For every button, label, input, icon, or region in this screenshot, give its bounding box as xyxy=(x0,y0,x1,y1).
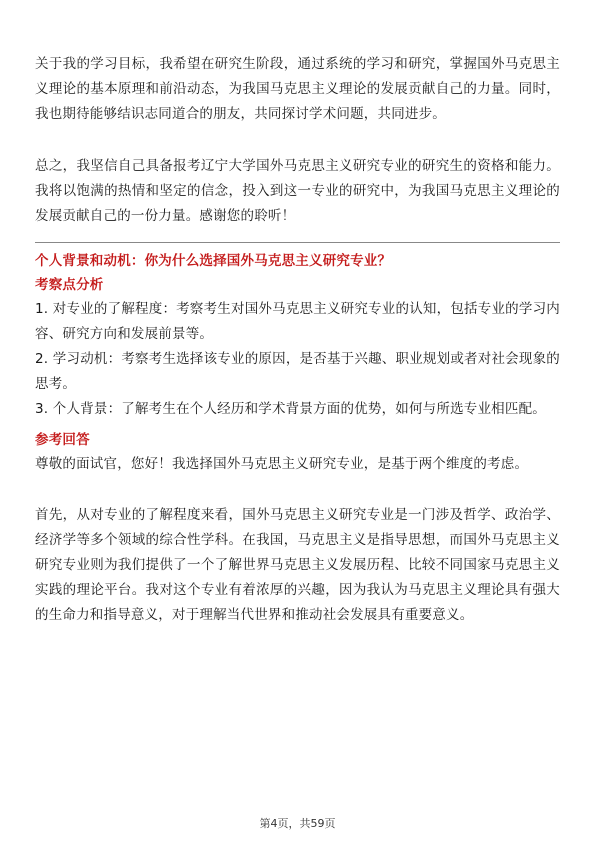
page-content xyxy=(35,52,560,628)
analysis-item-2: 2. 学习动机：考察考生选择该专业的原因，是否基于兴趣、职业规划或者对社会现象的思考。 xyxy=(35,351,560,392)
analysis-heading: 考察点分析 xyxy=(35,277,104,293)
analysis-item-3: 3. 个人背景：了解考生在个人经历和学术背景方面的优势，如何与所选专业相匹配。 xyxy=(35,401,546,417)
page-number: 第4页，共59页 xyxy=(259,817,336,830)
paragraph-conclusion: 总之，我坚信自己具备报考辽宁大学国外马克思主义研究专业的研究生的资格和能力。我将以饱满的热情和坚定的信念，投入到这一专业的研究中，为我国马克思主义理论的发展贡献自己的一份力量。感谢您的聆听！ xyxy=(35,158,560,224)
paragraph-study-goals: 关于我的学习目标，我希望在研究生阶段，通过系统的学习和研究，掌握国外马克思主义理论的基本原理和前沿动态，为我国马克思主义理论的发展贡献自己的力量。同时，我也期待能够结识志同道合的朋友，共同探讨学术问题，共同进步。 xyxy=(35,56,560,122)
answer-heading: 参考回答 xyxy=(35,432,90,448)
section-divider xyxy=(35,242,560,243)
answer-paragraph-first: 首先，从对专业的了解程度来看，国外马克思主义研究专业是一门涉及哲学、政治学、经济学等多个领域的综合性学科。在我国，马克思主义是指导思想，而国外马克思主义研究专业则为我们提供了一个了解世界马克思主义发展历程、比较不同国家马克思主义实践的理论平台。我对这个专业有着浓厚的兴趣，因为我认为马克思主义理论具有强大的生命力和指导意义，对于理解当代世界和推动社会发展具有重要意义。 xyxy=(35,507,560,623)
answer-paragraph-greeting: 尊敬的面试官，您好！我选择国外马克思主义研究专业，是基于两个维度的考虑。 xyxy=(35,456,529,472)
question-title: 个人背景和动机：你为什么选择国外马克思主义研究专业？ xyxy=(35,253,392,269)
analysis-item-1: 1. 对专业的了解程度：考察考生对国外马克思主义研究专业的认知，包括专业的学习内容、研究方向和发展前景等。 xyxy=(35,301,560,342)
